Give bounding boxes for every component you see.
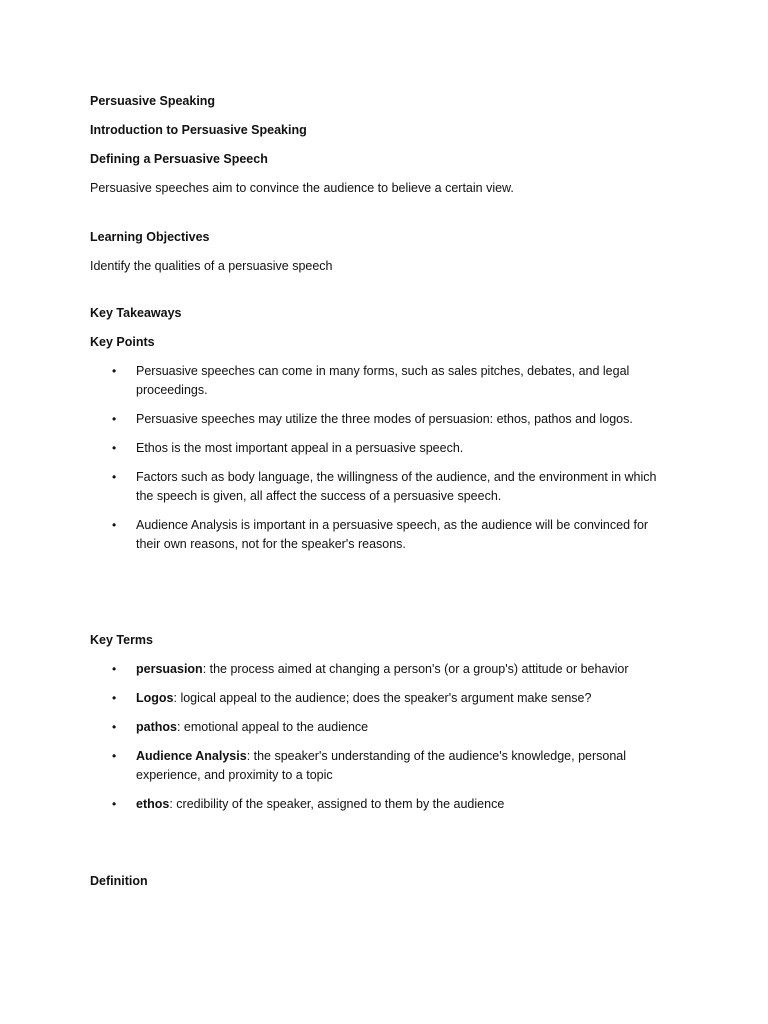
- bullet-icon: •: [112, 797, 117, 811]
- key-point-text: Factors such as body language, the willingness of the audience, and the environment in which the speech is given, all affect the success of a persuasive speech.: [136, 470, 657, 503]
- bullet-icon: •: [112, 720, 117, 734]
- key-points-list: [90, 362, 670, 564]
- bullet-icon: •: [112, 518, 117, 532]
- defining-text: Persuasive speeches aim to convince the audience to believe a certain view.: [90, 181, 514, 195]
- key-points-heading: Key Points: [90, 335, 155, 349]
- list-item: [90, 362, 670, 400]
- objectives-heading: Learning Objectives: [90, 230, 210, 244]
- list-item: [90, 410, 670, 429]
- list-item: [90, 747, 670, 785]
- key-terms-list: [90, 660, 670, 824]
- bullet-icon: •: [112, 412, 117, 426]
- term-definition: : the speaker's understanding of the audience's knowledge, personal experience, and proximity to a topic: [136, 749, 627, 782]
- term-definition: : credibility of the speaker, assigned to them by the audience: [169, 797, 505, 811]
- term-name: Audience Analysis: [136, 749, 247, 763]
- defining-heading: Defining a Persuasive Speech: [90, 152, 268, 166]
- bullet-icon: •: [112, 441, 117, 455]
- list-item: [90, 718, 670, 737]
- list-item: [90, 468, 670, 506]
- term-name: ethos: [136, 797, 170, 811]
- definition-heading: Definition: [90, 874, 148, 888]
- bullet-icon: •: [112, 470, 117, 484]
- key-point-text: Ethos is the most important appeal in a persuasive speech.: [136, 441, 464, 455]
- term-definition: : logical appeal to the audience; does the speaker's argument make sense?: [173, 691, 592, 705]
- bullet-icon: •: [112, 364, 117, 378]
- takeaways-heading: Key Takeaways: [90, 306, 182, 320]
- key-point-text: Persuasive speeches may utilize the three modes of persuasion: ethos, pathos and logos.: [136, 412, 633, 426]
- list-item: [90, 689, 670, 708]
- term-name: persuasion: [136, 662, 203, 676]
- key-point-text: Persuasive speeches can come in many forms, such as sales pitches, debates, and legal proceedings.: [136, 364, 630, 397]
- list-item: [90, 660, 670, 679]
- document-title: Persuasive Speaking: [90, 94, 216, 108]
- list-item: [90, 795, 670, 814]
- term-name: Logos: [136, 691, 174, 705]
- term-definition: : the process aimed at changing a person's (or a group's) attitude or behavior: [202, 662, 629, 676]
- list-item: [90, 439, 670, 458]
- list-item: [90, 516, 670, 554]
- bullet-icon: •: [112, 691, 117, 705]
- objectives-text: Identify the qualities of a persuasive speech: [90, 259, 333, 273]
- intro-heading: Introduction to Persuasive Speaking: [90, 123, 307, 137]
- key-terms-heading: Key Terms: [90, 633, 153, 647]
- term-definition: : emotional appeal to the audience: [176, 720, 369, 734]
- term-name: pathos: [136, 720, 177, 734]
- key-point-text: Audience Analysis is important in a persuasive speech, as the audience will be convinced for their own reasons, not for the speaker's reasons.: [136, 518, 649, 551]
- bullet-icon: •: [112, 662, 117, 676]
- bullet-icon: •: [112, 749, 117, 763]
